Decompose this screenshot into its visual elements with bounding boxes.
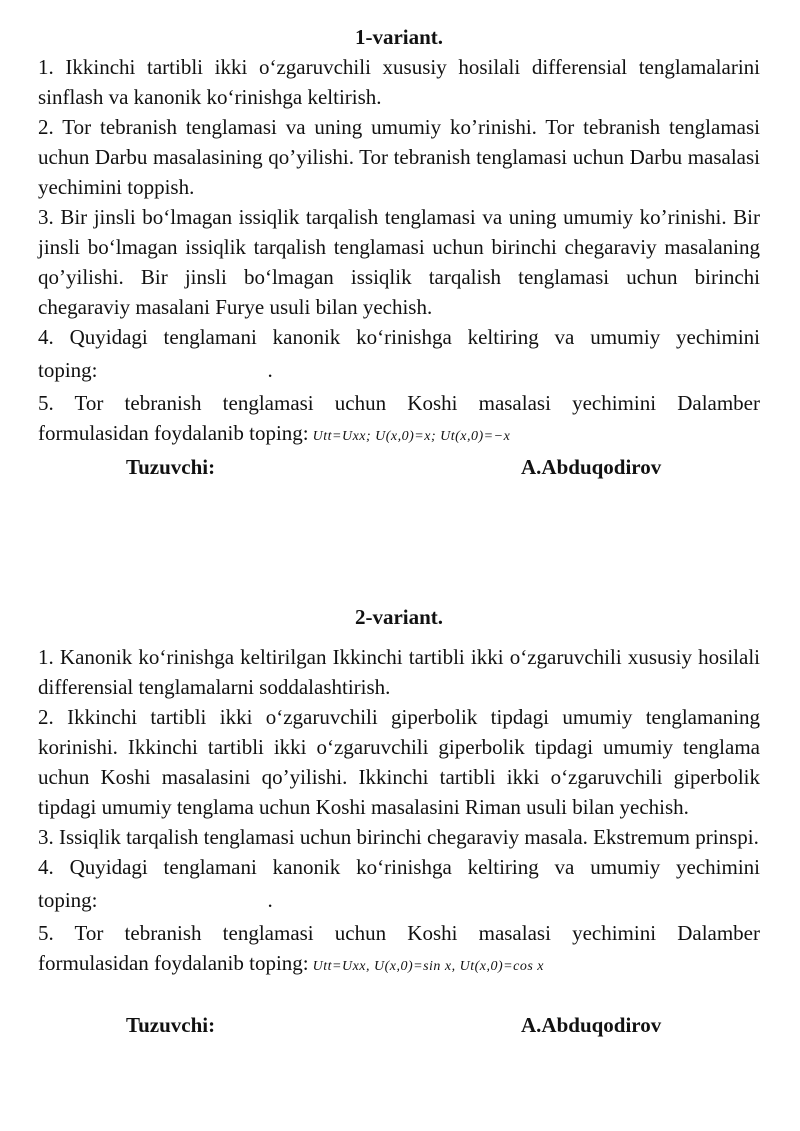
variant-title: 1-variant. [354,25,444,49]
question-4-dot: . [267,358,273,382]
question-4-line-2 [38,882,760,918]
question-4-line-2 [38,352,760,388]
question-5-line-1: 5. Tor tebranish tenglamasi uchun Koshi masalasi yechimini Dalamber [38,921,760,945]
question-4-toping: toping: [38,888,98,912]
question-5-text: formulasidan foydalanib toping: [38,421,309,445]
question-5-formula: Utt=Uxx; U(x,0)=x; Ut(x,0)=−x [312,429,511,444]
question-4-line-1: 4. Quyidagi tenglamani kanonik ko‘rinishga keltiring va umumiy yechimini [38,325,760,349]
signer-label: Tuzuvchi: [126,455,216,479]
question-2: 2. Tor tebranish tenglamasi va uning umumiy ko’rinishi. Tor tebranish tenglamasi uchun Darbu masalasining qo’yilishi. Tor tebranish tenglamasi uchun Darbu masalasi yechimini toppish. [38,115,760,199]
question-1: 1. Kanonik ko‘rinishga keltirilgan Ikkinchi tartibli ikki o‘zgaruvchili xususiy hosilali differensial tenglamalarni soddalashtirish. [38,645,760,699]
signature-row [38,1010,760,1040]
question-4-toping: toping: [38,358,98,382]
spacer [38,632,760,642]
signer-name: A.Abduqodirov [521,1013,662,1037]
spacer [38,482,760,602]
question-5-formula: Utt=Uxx, U(x,0)=sin x, Ut(x,0)=cos x [312,959,545,974]
question-4-line-1: 4. Quyidagi tenglamani kanonik ko‘rinishga keltiring va umumiy yechimini [38,855,760,879]
spacer [38,982,760,1010]
question-5-line-2 [38,418,760,452]
document-page [38,22,760,1040]
question-5-line-2 [38,948,760,982]
question-3: 3. Issiqlik tarqalish tenglamasi uchun birinchi chegaraviy masala. Ekstremum prinspi. [38,825,759,849]
signer-label: Tuzuvchi: [126,1013,216,1037]
question-4-dot: . [267,888,273,912]
signature-row [38,452,760,482]
variant-1 [38,22,760,482]
question-5-text: formulasidan foydalanib toping: [38,951,309,975]
variant-title: 2-variant. [354,605,444,629]
signer-name: A.Abduqodirov [521,455,662,479]
question-1: 1. Ikkinchi tartibli ikki o‘zgaruvchili xususiy hosilali differensial tenglamalarini sinflash va kanonik ko‘rinishga keltirish. [38,55,760,109]
variant-2 [38,602,760,1040]
question-2: 2. Ikkinchi tartibli ikki o‘zgaruvchili giperbolik tipdagi umumiy tenglamaning korinishi. Ikkinchi tartibli ikki o‘zgaruvchili giperbolik tipdagi umumiy tenglama uchun Koshi masalasini qo’yilishi. Ikkinchi tartibli ikki o‘zgaruvchili giperbolik tipdagi umumiy tenglama uchun Koshi masalasini Riman usuli bilan yechish. [38,705,760,819]
question-3: 3. Bir jinsli bo‘lmagan issiqlik tarqalish tenglamasi va uning umumiy ko’rinishi. Bir jinsli bo‘lmagan issiqlik tarqalish tenglamasi uchun birinchi chegaraviy masalaning qo’yilishi. Bir jinsli bo‘lmagan issiqlik tarqalish tenglamasi uchun birinchi chegaraviy masalani Furye usuli bilan yechish. [38,205,760,319]
question-5-line-1: 5. Tor tebranish tenglamasi uchun Koshi masalasi yechimini Dalamber [38,391,760,415]
